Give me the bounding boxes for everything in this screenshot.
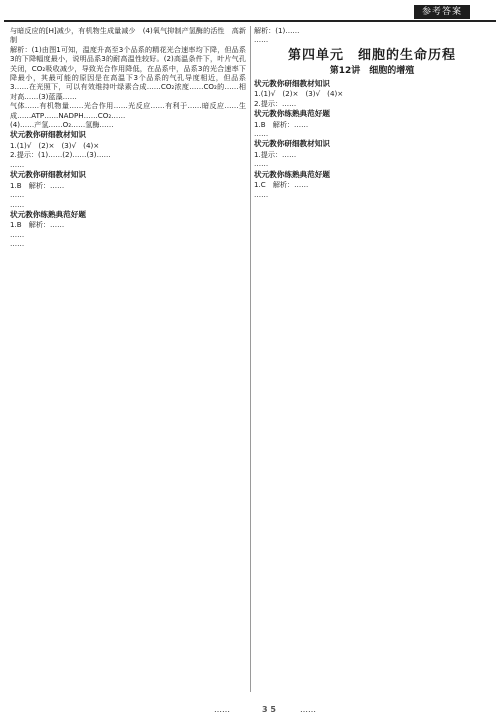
footer-left-text: …… [214, 705, 230, 714]
footer-right-text: …… [300, 705, 316, 714]
answer-item: 2.提示：(1)……(2)……(3)…… [10, 150, 111, 160]
intro-text: 气体……有机物量……光合作用……光反应……有利于……暗反应……生成……ATP……NADPH……CO₂…… [10, 101, 246, 120]
answer-item: …… [254, 35, 269, 45]
answer-item: 1.(1)√ (2)× (3)√ (4)× [10, 140, 100, 150]
answer-item: 1.提示：…… [254, 149, 297, 159]
answer-item: …… [254, 189, 269, 199]
answer-item: …… [10, 229, 25, 239]
answer-item: 1.B 解析：…… [254, 119, 309, 129]
lesson-title: 第12讲 细胞的增殖 [329, 65, 415, 76]
answer-item: …… [10, 159, 25, 169]
section-title: 状元教你练熟典范好题 [254, 109, 330, 119]
unit-title: 第四单元 细胞的生命历程 [287, 47, 456, 63]
answer-item: 1.C 解析：…… [254, 180, 309, 190]
answer-item: 1.B 解析：…… [10, 220, 65, 230]
answer-item: 2.提示：…… [254, 98, 297, 108]
answer-item: …… [254, 129, 269, 139]
intro-text: (4)……产氢……O₂……氢酶…… [10, 120, 114, 130]
section-title: 状元教你练熟典范好题 [10, 209, 86, 219]
section-title: 状元教你研细教材知识 [10, 170, 86, 180]
intro-text: 与暗反应的[H]减少，有机物生成量减少 (4)氧气抑制产氢酶的活性 高新制 [10, 26, 246, 45]
section-title: 状元教你研细教材知识 [10, 130, 86, 140]
section-title: 状元教你研细教材知识 [254, 78, 330, 88]
intro-text: 解析：(1)由图1可知，温度升高至3个品系的精花光合速率均下降，但品系3的下降幅度最小，说明品系3的耐高温性较好。(2)高温条件下，叶片气孔关闭，CO₂吸收减少，导致光合作用降低，在品系中，品系3的光合速率下降最小，其最可能的原因是在高温下3个品系的气孔导度相近，但品系3……在光照下，可以有效维持叶绿素合成……CO₂浓度……CO₂的……相对高……(3)蓝藻…… [10, 44, 246, 101]
answer-tail: …… [10, 239, 25, 249]
answer-item: …… [10, 199, 25, 209]
section-title: 状元教你练熟典范好题 [254, 169, 330, 179]
page-number: 3 5 [262, 705, 276, 714]
answer-item: 解析：(1)…… [254, 26, 300, 35]
header-rule [4, 20, 496, 22]
answer-item: …… [254, 159, 269, 169]
page-footer [0, 700, 500, 714]
answer-item: 1.(1)√ (2)× (3)√ (4)× [254, 89, 344, 99]
answer-item: 1.B 解析：…… [10, 180, 65, 190]
left-column [10, 26, 246, 694]
right-column [254, 26, 490, 694]
answer-item: …… [10, 190, 25, 200]
section-title: 状元教你研细教材知识 [254, 139, 330, 149]
column-divider [250, 26, 251, 692]
header-tag: 参考答案 [414, 5, 470, 19]
